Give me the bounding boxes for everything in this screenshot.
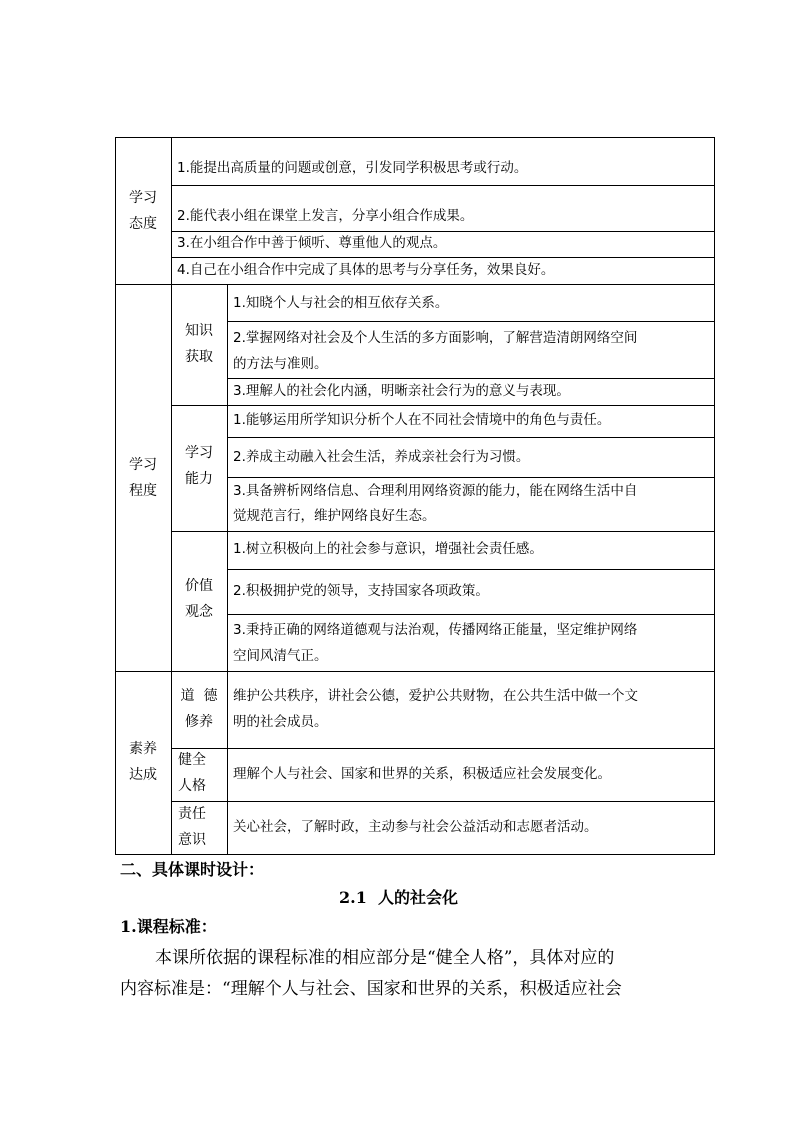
table-cell-text: 3.理解人的社会化内涵，明晰亲社会行为的意义与表现。 [233,383,570,399]
category-label-line: 达成 [129,767,157,783]
table-cell-text: 空间风清气正。 [233,648,328,664]
table-cell-text: 的方法与准则。 [233,356,328,372]
category-label-literacy [115,736,171,788]
subcategory-label-line: 修养 [185,714,213,730]
subcategory-label-values [171,573,227,625]
table-cell-text: 1.知晓个人与社会的相互依存关系。 [233,295,449,311]
subcategory-label-line: 观念 [185,604,213,620]
table-border-right [714,137,715,855]
category-label-line: 素养 [129,741,157,757]
section-divider [115,671,715,672]
row-divider [171,185,715,186]
table-border-bottom [115,854,715,855]
row-divider [227,569,715,570]
table-border-top [115,137,715,138]
table-cell-text: 明的社会成员。 [233,714,328,730]
category-label-line: 态度 [129,216,157,232]
table-cell-text: 关心社会，了解时政，主动参与社会公益活动和志愿者活动。 [233,819,598,835]
row-divider [227,321,715,322]
subsection-divider [171,405,715,406]
subcategory-label-line: 价值 [185,578,213,594]
table-cell-text: 1.能够运用所学知识分析个人在不同社会情境中的角色与责任。 [233,412,611,428]
table-cell-text: 2.能代表小组在课堂上发言，分享小组合作成果。 [177,208,474,224]
subsection-heading: 1.课程标准： [120,917,217,936]
subcategory-label-line: 人格 [178,778,206,794]
category-label-line: 学习 [129,457,157,473]
subcategory-label-line: 意识 [178,832,206,848]
subcategory-label-ability [171,440,227,492]
paragraph-line: 内容标准是：“理解个人与社会、国家和世界的关系，积极适应社会 [120,979,622,999]
subcategory-label-line: 道 德 [180,688,218,704]
table-cell-text: 3.秉持正确的网络道德观与法治观，传播网络正能量，坚定维护网络 [233,622,638,638]
section-heading: 二、具体课时设计： [120,860,265,879]
subcategory-label-line: 学习 [185,445,213,461]
column-divider [227,284,228,672]
row-divider [171,801,715,802]
category-label-line: 学习 [129,190,157,206]
column-divider [227,671,228,855]
section-divider [115,284,715,285]
table-cell-text: 3.在小组合作中善于倾听、尊重他人的观点。 [177,235,447,251]
row-divider [227,614,715,615]
paragraph-line: 本课所依据的课程标准的相应部分是“健全人格”，具体对应的 [155,948,615,968]
table-cell-text: 4.自己在小组合作中完成了具体的思考与分享任务，效果良好。 [177,262,555,278]
category-label-line: 程度 [129,483,157,499]
subcategory-label-moral [171,683,227,735]
category-label-study-degree [115,452,171,504]
table-cell-text: 1.能提出高质量的问题或创意，引发同学积极思考或行动。 [177,160,528,176]
subsection-divider [171,531,715,532]
subcategory-label-line: 知识 [185,323,213,339]
table-cell-text: 1.树立积极向上的社会参与意识，增强社会责任感。 [233,541,543,557]
subcategory-label-line: 责任 [178,806,206,822]
subcategory-label-line: 获取 [185,349,213,365]
subcategory-label-responsibility [171,801,213,853]
subcategory-label-line: 健全 [178,752,206,768]
subcategory-label-knowledge [171,318,227,370]
table-cell-text: 觉规范言行，维护网络良好生态。 [233,508,436,524]
subcategory-label-line: 能力 [185,471,213,487]
lesson-title: 2.1 人的社会化 [339,888,458,907]
subcategory-label-personality [171,747,213,799]
row-divider [171,748,715,749]
table-cell-text: 2.养成主动融入社会生活，养成亲社会行为习惯。 [233,449,530,465]
row-divider [227,437,715,438]
table-cell-text: 理解个人与社会、国家和世界的关系，积极适应社会发展变化。 [233,766,611,782]
category-label-study-attitude [115,185,171,237]
table-cell-text: 2.积极拥护党的领导，支持国家各项政策。 [233,583,489,599]
table-cell-text: 2.掌握网络对社会及个人生活的多方面影响，了解营造清朗网络空间 [233,330,638,346]
table-cell-text: 3.具备辨析网络信息、合理利用网络资源的能力，能在网络生活中自 [233,483,638,499]
table-cell-text: 维护公共秩序，讲社会公德，爱护公共财物，在公共生活中做一个文 [233,688,638,704]
